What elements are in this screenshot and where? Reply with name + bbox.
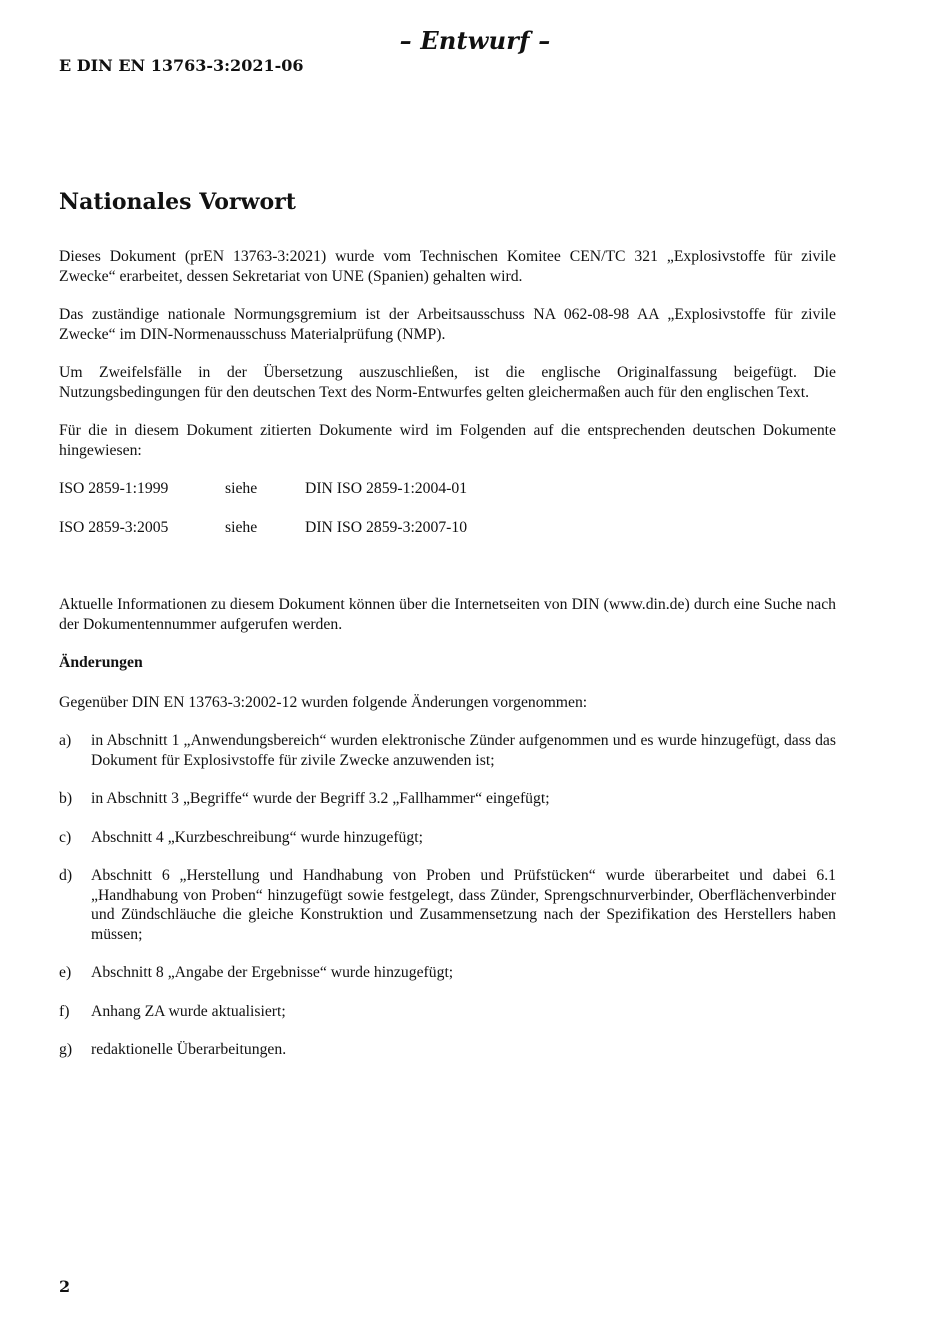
change-item-text: redaktionelle Überarbeitungen. xyxy=(91,1041,287,1058)
change-item-label: d) xyxy=(59,867,73,884)
change-item xyxy=(59,1040,836,1060)
page-content xyxy=(59,188,836,1079)
change-item xyxy=(59,866,836,944)
reference-iso: ISO 2859-1:1999 xyxy=(59,480,169,497)
reference-iso: ISO 2859-3:2005 xyxy=(59,518,169,536)
change-item-label: b) xyxy=(59,790,73,807)
changes-intro: Gegenüber DIN EN 13763-3:2002-12 wurden folgende Änderungen vorgenommen: xyxy=(59,693,588,711)
draft-label: – Entwurf – xyxy=(399,26,551,55)
change-item xyxy=(59,828,836,848)
page-title: Nationales Vorwort xyxy=(59,189,296,215)
change-item-text: Anhang ZA wurde aktualisiert; xyxy=(91,1002,286,1020)
change-item-label: f) xyxy=(59,1002,70,1020)
change-item-label: c) xyxy=(59,828,72,846)
change-item xyxy=(59,963,836,983)
change-item-label: a) xyxy=(59,732,72,749)
change-item xyxy=(59,731,836,770)
foreword-paragraph: Das zuständige nationale Normungsgremium ist der Arbeitsausschuss NA 062-08-98 AA „Explosivstoffe für zivile Zwecke“ im DIN-Normenausschuss Materialprüfung (NMP). xyxy=(59,306,836,343)
reference-relation: siehe xyxy=(225,480,258,497)
foreword-paragraph: Für die in diesem Dokument zitierten Dokumente wird im Folgenden auf die entsprechenden deutschen Dokumente hingewiesen: xyxy=(59,422,836,459)
reference-din: DIN ISO 2859-1:2004-01 xyxy=(305,480,468,497)
change-item-label: g) xyxy=(59,1041,73,1058)
page-number: 2 xyxy=(59,1277,71,1296)
reference-row xyxy=(59,518,836,538)
changes-heading: Änderungen xyxy=(59,654,143,671)
reference-din: DIN ISO 2859-3:2007-10 xyxy=(305,518,468,536)
reference-row xyxy=(59,479,836,499)
foreword-paragraph: Dieses Dokument (prEN 13763-3:2021) wurde vom Technischen Komitee CEN/TC 321 „Explosivstoffe für zivile Zwecke“ erarbeitet, dessen Sekretariat von UNE (Spanien) gehalten wird. xyxy=(59,248,836,285)
change-item xyxy=(59,789,836,809)
change-item-text: in Abschnitt 1 „Anwendungsbereich“ wurden elektronische Zünder aufgenommen und es wurde hinzugefügt, dass das Dokument für Explosivstoffe für zivile Zwecke anzuwenden ist; xyxy=(91,732,836,769)
document-id: E DIN EN 13763-3:2021-06 xyxy=(59,56,304,75)
change-item-text: Abschnitt 6 „Herstellung und Handhabung von Proben und Prüfstücken“ wurde überarbeitet und dabei 6.1 „Handhabung von Proben“ hinzugefügt sowie festgelegt, dass Zünder, Sprengschnurverbinder, Oberflächenverbinder und Zündschläuche die gleiche Konstruktion und Zusammensetzung nach der Spezifikation des Herstellers haben müssen; xyxy=(91,867,836,943)
reference-relation: siehe xyxy=(225,518,258,536)
foreword-paragraph: Um Zweifelsfälle in der Übersetzung auszuschließen, ist die englische Originalfassung beigefügt. Die Nutzungsbedingungen für den deutschen Text des Norm-Entwurfes gelten gleichermaßen auch für den englischen Text. xyxy=(59,364,836,401)
info-paragraph: Aktuelle Informationen zu diesem Dokument können über die Internetseiten von DIN (www.din.de) durch eine Suche nach der Dokumentennummer aufgerufen werden. xyxy=(59,596,836,633)
change-item xyxy=(59,1002,836,1022)
change-item-text: in Abschnitt 3 „Begriffe“ wurde der Begriff 3.2 „Fallhammer“ eingefügt; xyxy=(91,790,550,807)
change-item-label: e) xyxy=(59,964,72,981)
change-item-text: Abschnitt 8 „Angabe der Ergebnisse“ wurde hinzugefügt; xyxy=(91,964,454,981)
change-item-text: Abschnitt 4 „Kurzbeschreibung“ wurde hinzugefügt; xyxy=(91,828,423,846)
